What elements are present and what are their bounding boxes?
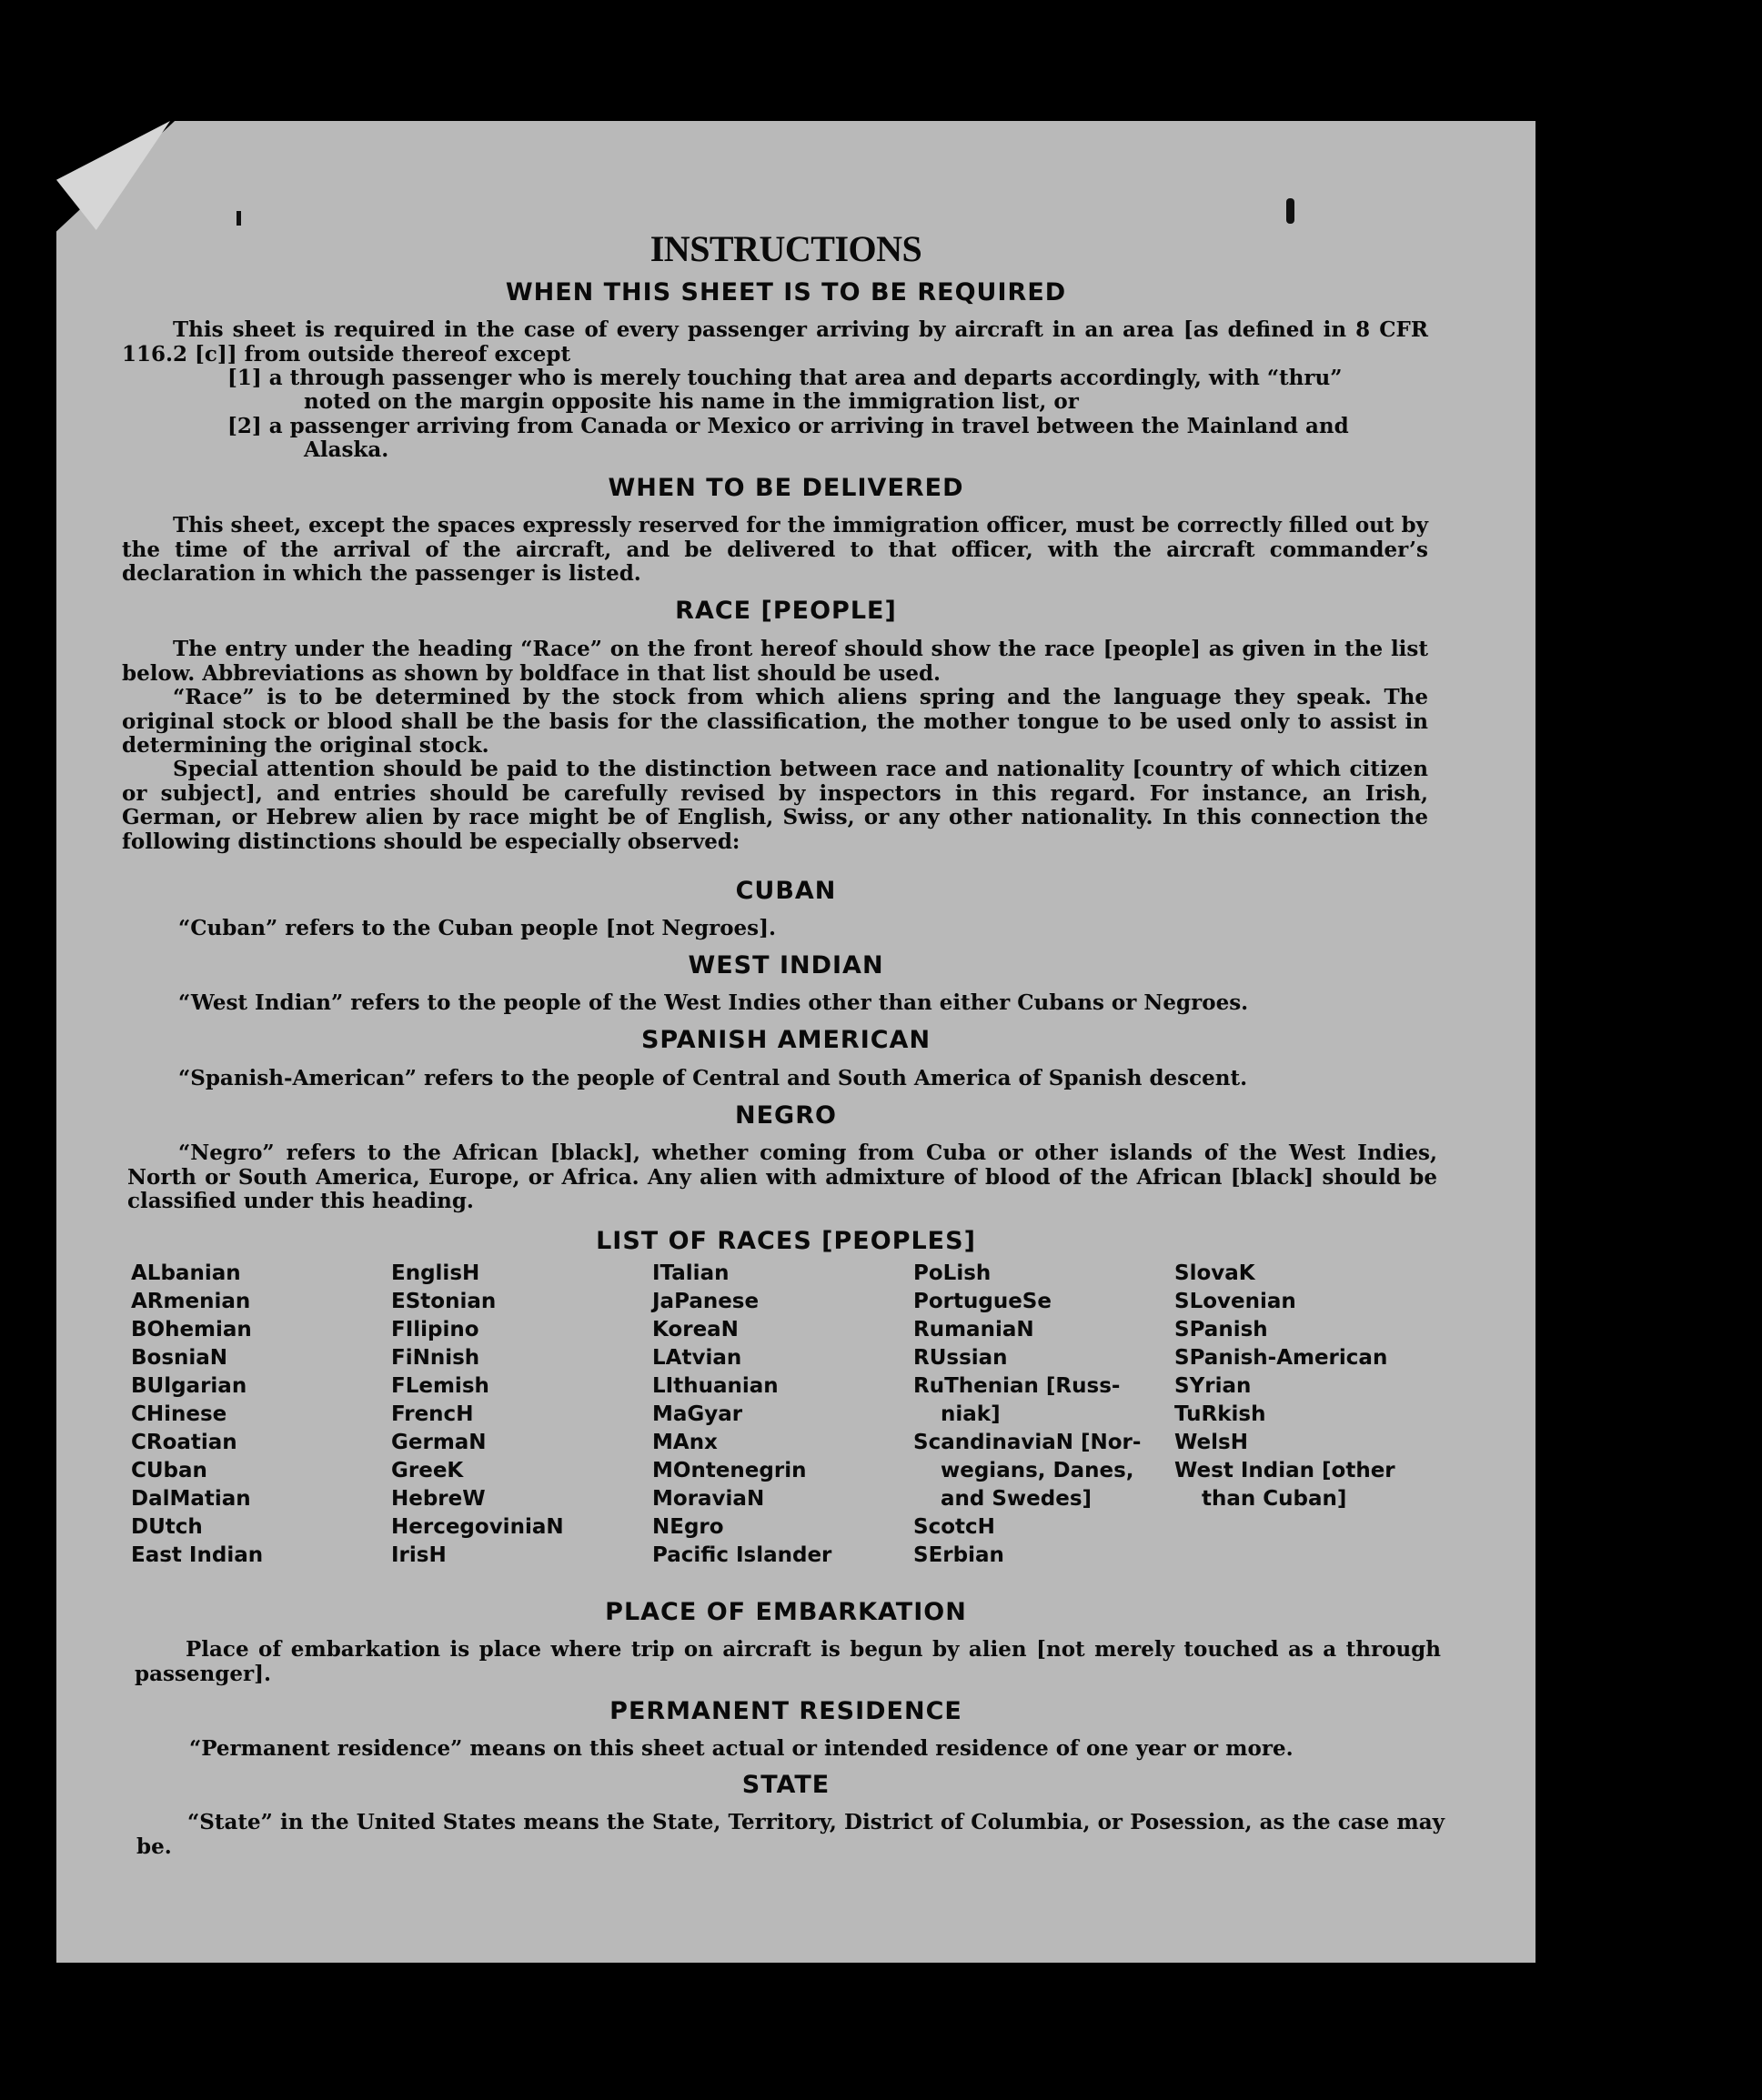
- race-column-5: [1174, 1260, 1429, 1513]
- paragraph-place-of-embarkation: [135, 1638, 1441, 1686]
- race-item: GermaN: [391, 1431, 487, 1454]
- state-text: “State” in the United States means the State, Territory, District of Columbia, or Posession, as the case may be.: [136, 1810, 1445, 1859]
- race-item: EStonian: [391, 1290, 497, 1313]
- exception-item-1-line-1: [1] a through passenger who is merely touching that area and departs accordingly, with “thru”: [227, 366, 1343, 390]
- race-text-3: Special attention should be paid to the distinction between race and nationality [country of which citizen or subject], and entries should be carefully revised by inspectors in this regard. For instance, an Irish, German, or Hebrew alien by race might be of English, Swiss, or any other nationality. In this connection the following distinctions should be especially observed:: [122, 757, 1428, 854]
- heading-state: STATE: [741, 1771, 831, 1799]
- race-text-2: “Race” is to be determined by the stock from which aliens spring and the language they speak. The original stock or blood shall be the basis for the classification, the mother tongue to be used only to assist in determining the original stock.: [122, 685, 1428, 758]
- race-item: KoreaN: [652, 1318, 739, 1341]
- paragraph-state: [136, 1811, 1445, 1859]
- embarkation-text: Place of embarkation is place where trip on aircraft is begun by alien [not merely touched as a through passenger].: [135, 1637, 1441, 1686]
- heading-race: RACE [PEOPLE]: [675, 597, 897, 625]
- race-item: TuRkish: [1174, 1402, 1266, 1426]
- race-item: and Swedes]: [941, 1487, 1092, 1511]
- race-item: ITalian: [652, 1261, 730, 1285]
- spanish-american-text: “Spanish-American” refers to the people of Central and South America of Spanish descent.: [178, 1066, 1248, 1090]
- race-item: Pacific Islander: [652, 1543, 832, 1567]
- race-item: SPanish: [1174, 1318, 1268, 1341]
- race-item: HebreW: [391, 1487, 486, 1511]
- race-item: NEgro: [652, 1515, 724, 1539]
- race-column-4: [913, 1260, 1168, 1570]
- race-item: West Indian [other: [1174, 1459, 1395, 1482]
- heading-when-delivered: WHEN TO BE DELIVERED: [608, 474, 964, 502]
- race-item: SPanish-American: [1174, 1346, 1388, 1370]
- race-item: RUssian: [913, 1346, 1008, 1370]
- race-item: FiNnish: [391, 1346, 480, 1370]
- race-text-1: The entry under the heading “Race” on the front hereof should show the race [people] as given in the list below. Abbreviations as shown by boldface in that list should be used.: [122, 637, 1428, 686]
- paragraph-spanish-american: [127, 1067, 1446, 1091]
- race-item: ARmenian: [131, 1290, 251, 1313]
- paragraph-race-1: [122, 638, 1428, 686]
- paragraph-when-delivered: [122, 514, 1428, 587]
- race-item: RumaniaN: [913, 1318, 1034, 1341]
- race-item: EnglisH: [391, 1261, 480, 1285]
- race-item: GreeK: [391, 1459, 464, 1482]
- race-item: MaGyar: [652, 1402, 743, 1426]
- race-item: niak]: [941, 1402, 1001, 1426]
- race-item: DalMatian: [131, 1487, 251, 1511]
- race-item: CUban: [131, 1459, 207, 1482]
- exception-item-2-line-1: [2] a passenger arriving from Canada or Mexico or arriving in travel between the Mainland and: [227, 414, 1349, 438]
- exception-item-2-line-2: Alaska.: [304, 437, 389, 462]
- race-item: JaPanese: [652, 1290, 760, 1313]
- race-item: PoLish: [913, 1261, 992, 1285]
- race-item: BOhemian: [131, 1318, 252, 1341]
- paragraph-when-required: [122, 318, 1428, 367]
- race-item: FIlipino: [391, 1318, 479, 1341]
- race-column-3: [652, 1260, 907, 1570]
- race-item: LAtvian: [652, 1346, 742, 1370]
- list-of-races: [131, 1260, 1468, 1578]
- race-item: FrencH: [391, 1402, 474, 1426]
- race-column-1: [131, 1260, 386, 1570]
- heading-list-of-races: LIST OF RACES [PEOPLES]: [596, 1227, 976, 1255]
- heading-when-required: WHEN THIS SHEET IS TO BE REQUIRED: [505, 278, 1067, 306]
- heading-place-of-embarkation: PLACE OF EMBARKATION: [605, 1598, 967, 1626]
- race-item: LIthuanian: [652, 1374, 779, 1398]
- race-item: than Cuban]: [1202, 1487, 1347, 1511]
- race-item: MAnx: [652, 1431, 718, 1454]
- race-item: BosniaN: [131, 1346, 228, 1370]
- race-column-2: [391, 1260, 646, 1570]
- paragraph-negro: [127, 1141, 1437, 1214]
- west-indian-text: “West Indian” refers to the people of the West Indies other than either Cubans or Negroes.: [178, 990, 1249, 1015]
- race-item: East Indian: [131, 1543, 264, 1567]
- race-item: BUlgarian: [131, 1374, 247, 1398]
- race-item: SLovenian: [1174, 1290, 1296, 1313]
- race-item: SErbian: [913, 1543, 1004, 1567]
- race-item: MoraviaN: [652, 1487, 765, 1511]
- heading-cuban: CUBAN: [735, 877, 837, 905]
- race-item: wegians, Danes,: [941, 1459, 1134, 1482]
- exception-item-1-line-2: noted on the margin opposite his name in the immigration list, or: [304, 389, 1079, 414]
- cuban-text: “Cuban” refers to the Cuban people [not Negroes].: [178, 916, 777, 940]
- heading-permanent-residence: PERMANENT RESIDENCE: [609, 1697, 962, 1725]
- page-title: INSTRUCTIONS: [649, 228, 922, 269]
- race-item: ALbanian: [131, 1261, 241, 1285]
- race-item: ScandinaviaN [Nor-: [913, 1431, 1142, 1454]
- paragraph-race-3: [122, 758, 1428, 854]
- race-item: DUtch: [131, 1515, 203, 1539]
- race-item: RuThenian [Russ-: [913, 1374, 1121, 1398]
- race-item: PortugueSe: [913, 1290, 1052, 1313]
- paragraph-permanent-residence: [138, 1737, 1445, 1762]
- race-item: CHinese: [131, 1402, 227, 1426]
- when-delivered-text: This sheet, except the spaces expressly reserved for the immigration officer, must be correctly filled out by the time of the arrival of the aircraft, and be delivered to that officer, with the aircraft commander’s declaration in which the passenger is listed.: [122, 513, 1428, 586]
- heading-west-indian: WEST INDIAN: [688, 951, 884, 980]
- race-item: FLemish: [391, 1374, 489, 1398]
- negro-text: “Negro” refers to the African [black], whether coming from Cuba or other islands of the West Indies, North or South America, Europe, or Africa. Any alien with admixture of blood of the African [black] should be classified under this heading.: [127, 1140, 1437, 1213]
- paragraph-race-2: [122, 686, 1428, 759]
- paragraph-west-indian: [127, 991, 1446, 1016]
- paragraph-cuban: [127, 917, 1434, 941]
- race-item: MOntenegrin: [652, 1459, 807, 1482]
- race-item: SlovaK: [1174, 1261, 1255, 1285]
- heading-spanish-american: SPANISH AMERICAN: [640, 1026, 931, 1054]
- race-item: CRoatian: [131, 1431, 237, 1454]
- race-item: HercegoviniaN: [391, 1515, 564, 1539]
- race-item: IrisH: [391, 1543, 447, 1567]
- race-item: SYrian: [1174, 1374, 1252, 1398]
- residence-text: “Permanent residence” means on this sheet actual or intended residence of one year or more.: [189, 1736, 1294, 1761]
- when-required-intro: This sheet is required in the case of every passenger arriving by aircraft in an area [as defined in 8 CFR 116.2 [c]] from outside thereof except: [122, 317, 1428, 367]
- race-item: ScotcH: [913, 1515, 995, 1539]
- race-item: WelsH: [1174, 1431, 1248, 1454]
- heading-negro: NEGRO: [735, 1101, 837, 1130]
